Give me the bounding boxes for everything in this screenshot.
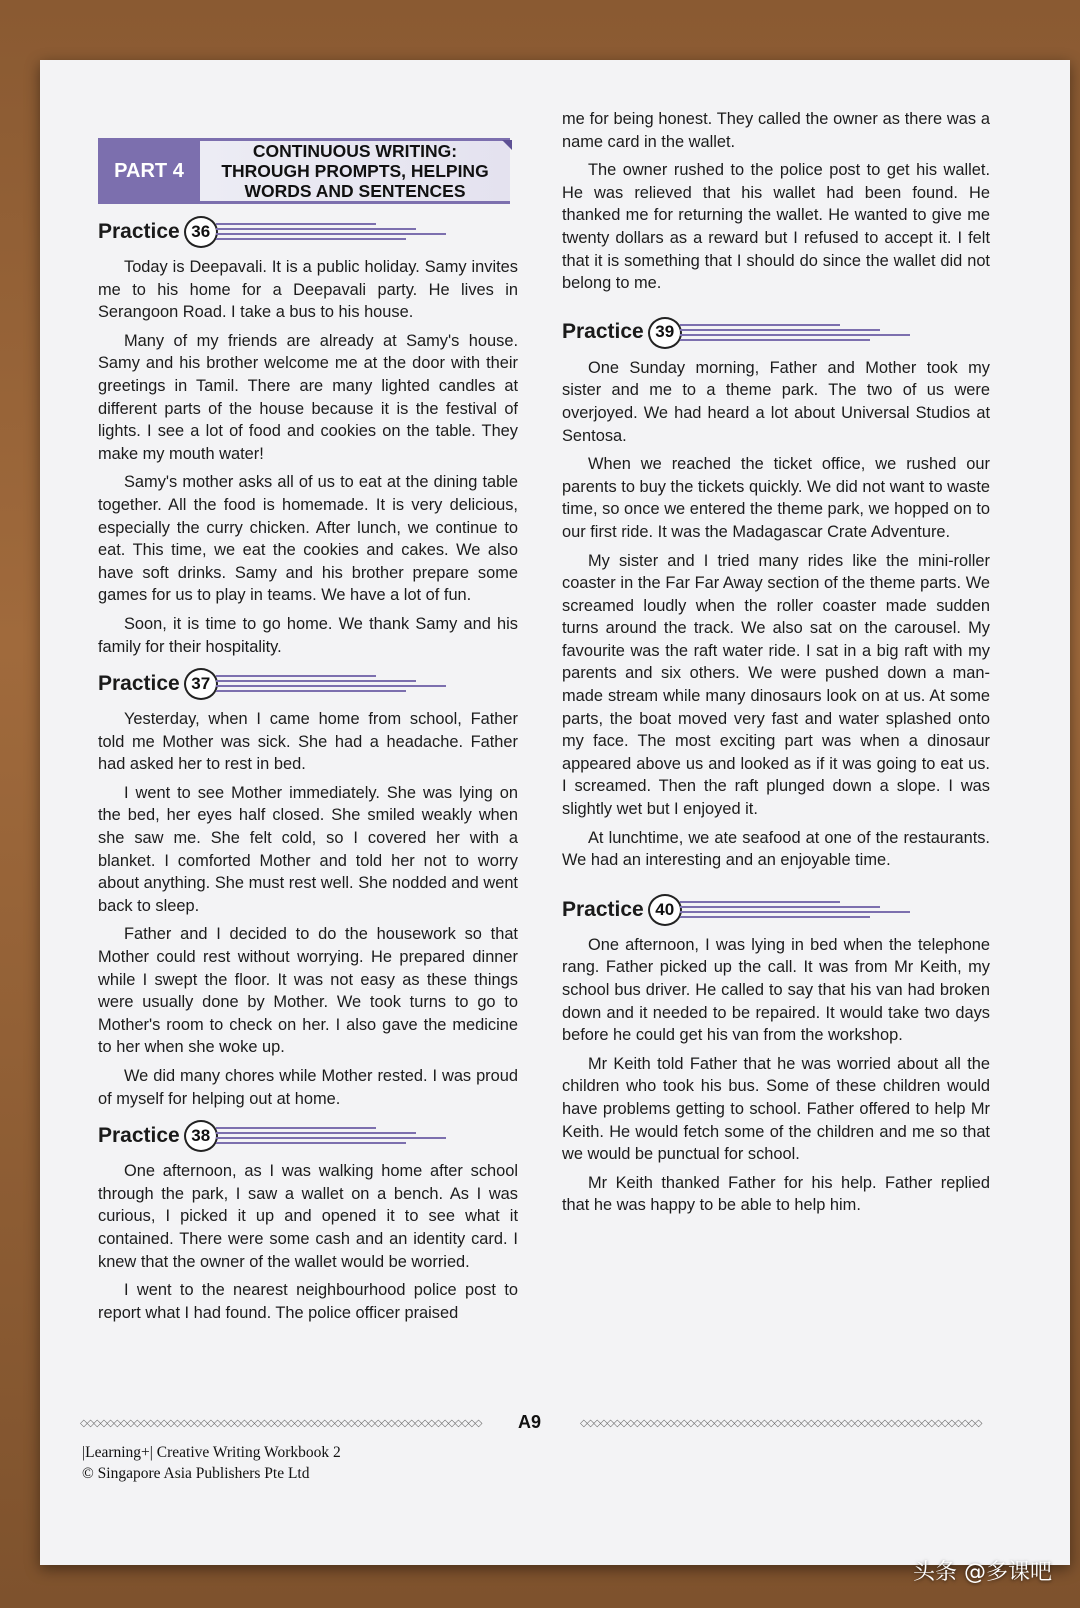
paragraph: We did many chores while Mother rested. I was proud of myself for helping out at home. <box>98 1067 518 1108</box>
paragraph: I went to the nearest neighbourhood police post to report what I had found. The police officer praised <box>98 1281 518 1322</box>
paragraph: The owner rushed to the police post to get his wallet. He was relieved that his wallet had been found. He thanked me for returning the wallet. He wanted to give me twenty dollars as a reward but I refused to accept it. I felt that it is something that I should do since the wallet did not belong to me. <box>562 161 990 293</box>
speed-lines-icon <box>216 1123 456 1149</box>
paragraph: Many of my friends are already at Samy's house. Samy and his brother welcome me at the door with their greetings in Tamil. There are many lighted candles at different parts of the house because it is the festival of lights. I see a lot of food and cookies on the table. They make my mouth water! <box>98 331 518 463</box>
footer-divider-right: ◇◇◇◇◇◇◇◇◇◇◇◇◇◇◇◇◇◇◇◇◇◇◇◇◇◇◇◇◇◇◇◇◇◇◇◇◇◇◇◇◇◇◇◇◇◇◇◇◇◇◇◇◇◇◇◇◇◇◇◇ <box>580 1418 982 1428</box>
speed-lines-icon <box>680 897 920 923</box>
practice-label: Practice <box>562 320 644 344</box>
book-title: |Learning+| Creative Writing Workbook 2 <box>82 1444 341 1461</box>
footer-divider-left: ◇◇◇◇◇◇◇◇◇◇◇◇◇◇◇◇◇◇◇◇◇◇◇◇◇◇◇◇◇◇◇◇◇◇◇◇◇◇◇◇◇◇◇◇◇◇◇◇◇◇◇◇◇◇◇◇◇◇◇◇ <box>80 1418 482 1428</box>
practice-number-badge: 38 <box>184 1120 218 1152</box>
practice-number-badge: 40 <box>648 894 682 926</box>
practice-heading-40 <box>562 894 990 926</box>
publisher-info <box>82 1442 341 1484</box>
paragraph: Today is Deepavali. It is a public holiday. Samy invites me to his home for a Deepavali party. He lives in Serangoon Road. I take a bus to his house. <box>98 258 518 322</box>
source-watermark: 头条 @多课吧 <box>913 1560 1052 1585</box>
practice-number-badge: 37 <box>184 668 218 700</box>
practice-number-badge: 36 <box>184 216 218 248</box>
paragraph: Yesterday, when I came home from school, Father told me Mother was sick. She had a headache. Father had asked her to rest in bed. <box>98 710 518 774</box>
section-title <box>200 138 510 204</box>
practice-label: Practice <box>98 671 180 695</box>
speed-lines-icon <box>680 320 920 346</box>
practice-heading-39 <box>562 317 990 349</box>
paragraph: Mr Keith told Father that he was worried about all the children who took his bus. Some of these children would have problems getting to school. Father offered to help Mr Keith. He would fetch some of the children and me so that we would be punctual for school. <box>562 1054 990 1164</box>
practice-label: Practice <box>98 1123 180 1147</box>
section-title-line: WORDS AND SENTENCES <box>244 181 466 201</box>
practice-heading-36 <box>98 216 518 248</box>
paragraph: Samy's mother asks all of us to eat at the dining table together. All the food is homemade. It is very delicious, especially the curry chicken. After lunch, we continue to eat. This time, we eat the cookies and cakes. We also have soft drinks. Samy and his brother prepare some games for us to play in teams. We have a lot of fun. <box>98 473 518 605</box>
paragraph: Mr Keith thanked Father for his help. Father replied that he was happy to be able to help him. <box>562 1173 990 1215</box>
paragraph: One afternoon, I was lying in bed when the telephone rang. Father picked up the call. It was from Mr Keith, my school bus driver. He called to say that his van had broken down and it needed to be repaired. It would take two days before he could get his van from the workshop. <box>562 935 990 1045</box>
section-title-line: THROUGH PROMPTS, HELPING <box>221 161 489 181</box>
paragraph: At lunchtime, we ate seafood at one of the restaurants. We had an interesting and an enjoyable time. <box>562 828 990 870</box>
right-column <box>562 108 990 1223</box>
page-footer <box>40 1410 1070 1500</box>
paragraph: One afternoon, as I was walking home after school through the park, I saw a wallet on a bench. As I was curious, I picked it up and opened it to see what it contained. There were some cash and an identity card. I knew that the owner of the wallet would be worried. <box>98 1162 518 1271</box>
speed-lines-icon <box>216 219 456 245</box>
practice-label: Practice <box>562 897 644 921</box>
practice-label: Practice <box>98 219 180 243</box>
practice-heading-38 <box>98 1120 518 1152</box>
paragraph: When we reached the ticket office, we rushed our parents to buy the tickets quickly. We did not want to waste time, so once we entered the theme park, we hopped on to our first ride. It was the Madagascar Crate Adventure. <box>562 455 990 541</box>
paragraph: One Sunday morning, Father and Mother took my sister and me to a theme park. The two of us were overjoyed. We had heard a lot about Universal Studios at Sentosa. <box>562 358 990 445</box>
left-column <box>98 138 518 1330</box>
copyright: © Singapore Asia Publishers Pte Ltd <box>82 1465 310 1482</box>
paragraph: I went to see Mother immediately. She was lying on the bed, her eyes half closed. She smiled weakly when she saw me. She felt cold, so I covered her with a blanket. I comforted Mother and told her not to worry about anything. She must rest well. She nodded and went back to sleep. <box>98 783 518 915</box>
section-header <box>98 138 518 204</box>
paragraph: My sister and I tried many rides like the mini-roller coaster in the Far Far Away section of the theme parts. We screamed loudly when the roller coaster made sudden turns around the track. We also sat on the carousel. My favourite was the raft water ride. I sat in a big raft with my parents and six others. We were pushed down a man-made stream while many dinosaurs look on at us. At some parts, the boat moved very fast and water splashed onto my face. The most exciting part was when a dinosaur appeared above us and looked as if it was going to eat us. I screamed. Then the raft plunged down a slope. I was slightly wet but I enjoyed it. <box>562 551 990 819</box>
part-label: PART 4 <box>98 138 200 204</box>
paragraph: me for being honest. They called the owner as there was a name card in the wallet. <box>562 110 990 151</box>
section-title-line: CONTINUOUS WRITING: <box>252 141 458 161</box>
speed-lines-icon <box>216 671 456 697</box>
workbook-page <box>40 60 1070 1565</box>
paragraph: Father and I decided to do the housework so that Mother could rest without worrying. He prepared dinner while I swept the floor. It was not easy as these things were usually done by Mother. We took turns to go to Mother's room to check on her. I also gave the medicine to her when she woke up. <box>98 925 518 1057</box>
practice-number-badge: 39 <box>648 317 682 349</box>
corner-triangle-icon <box>502 140 512 150</box>
paragraph: Soon, it is time to go home. We thank Samy and his family for their hospitality. <box>98 614 518 656</box>
page-number: A9 <box>518 1412 542 1432</box>
practice-heading-37 <box>98 668 518 700</box>
